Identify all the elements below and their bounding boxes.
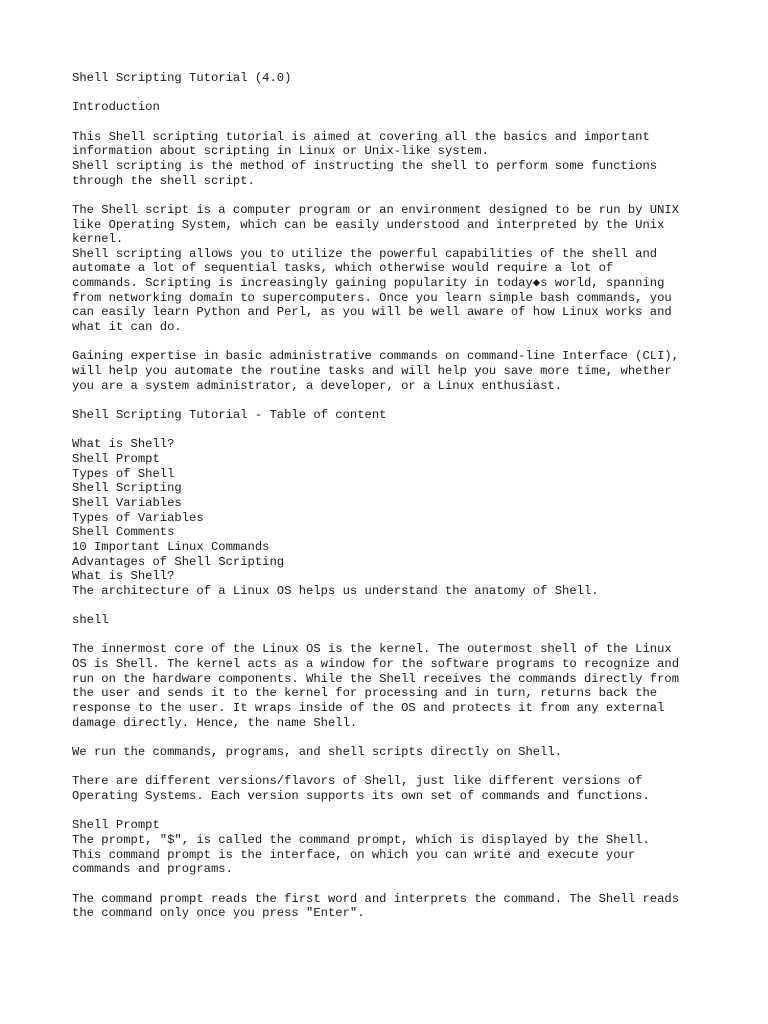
shell-script-paragraph-line: kernel. [72, 232, 124, 247]
intro-paragraph-line: This Shell scripting tutorial is aimed at covering all the basics and important [72, 129, 650, 144]
toc-list-line: Shell Scripting [72, 481, 182, 496]
command-prompt-paragraph [72, 892, 732, 921]
kernel-paragraph-line: damage directly. Hence, the name Shell. [72, 715, 358, 730]
image-caption-shell-line: shell [72, 613, 109, 628]
kernel-paragraph-line: run on the hardware components. While the Shell receives the commands directly from [72, 671, 680, 686]
expertise-paragraph-line: you are a system administrator, a developer, or a Linux enthusiast. [72, 378, 563, 393]
toc-list-line: What is Shell? [72, 569, 175, 584]
kernel-paragraph-line: The innermost core of the Linux OS is the kernel. The outermost shell of the Linux [72, 642, 672, 657]
heading-table-of-content [72, 408, 732, 423]
heading-introduction-line: Introduction [72, 100, 160, 115]
intro-paragraph-line: information about scripting in Linux or Unix-like system. [72, 144, 489, 159]
intro-paragraph [72, 130, 732, 189]
toc-list [72, 437, 732, 598]
document-page [72, 71, 732, 936]
command-prompt-paragraph-line: The command prompt reads the first word and interprets the command. The Shell reads [72, 891, 680, 906]
shell-script-paragraph [72, 203, 732, 335]
shell-script-paragraph-line: can easily learn Python and Perl, as you will be well aware of how Linux works and [72, 305, 672, 320]
command-prompt-paragraph-line: the command only once you press "Enter". [72, 906, 365, 921]
intro-paragraph-line: through the shell script. [72, 173, 255, 188]
expertise-paragraph-line: will help you automate the routine tasks and will help you save more time, whether [72, 364, 672, 379]
toc-list-line: The architecture of a Linux OS helps us understand the anatomy of Shell. [72, 583, 599, 598]
shell-script-paragraph-line: like Operating System, which can be easily understood and interpreted by the Unix [72, 217, 665, 232]
versions-paragraph-line: Operating Systems. Each version supports its own set of commands and functions. [72, 789, 650, 803]
toc-list-line: Types of Shell [72, 466, 175, 481]
heading-introduction [72, 100, 732, 115]
title [72, 71, 732, 86]
image-caption-shell [72, 613, 732, 628]
toc-list-line: 10 Important Linux Commands [72, 539, 270, 554]
heading-table-of-content-line: Shell Scripting Tutorial - Table of content [72, 408, 387, 423]
kernel-paragraph-line: the user and sends it to the kernel for processing and in turn, returns back the [72, 686, 658, 701]
toc-list-line: Advantages of Shell Scripting [72, 554, 285, 569]
shell-prompt-paragraph [72, 818, 732, 877]
intro-paragraph-line: Shell scripting is the method of instructing the shell to perform some functions [72, 158, 658, 173]
kernel-paragraph-line: OS is Shell. The kernel acts as a window for the software programs to recognize and [72, 657, 680, 672]
expertise-paragraph [72, 349, 732, 393]
shell-script-paragraph-line: what it can do. [72, 320, 182, 335]
shell-prompt-paragraph-line: Shell Prompt [72, 818, 160, 833]
title-line: Shell Scripting Tutorial (4.0) [72, 71, 292, 85]
shell-script-paragraph-line: The Shell script is a computer program or an environment designed to be run by UNIX [72, 202, 680, 217]
toc-list-line: Shell Comments [72, 525, 175, 540]
toc-list-line: What is Shell? [72, 437, 175, 452]
expertise-paragraph-line: Gaining expertise in basic administrative commands on command-line Interface (CLI), [72, 349, 680, 364]
versions-paragraph-line: There are different versions/flavors of Shell, just like different versions of [72, 774, 643, 789]
shell-prompt-paragraph-line: The prompt, "$", is called the command prompt, which is displayed by the Shell. [72, 832, 650, 847]
shell-script-paragraph-line: Shell scripting allows you to utilize the powerful capabilities of the shell and [72, 246, 658, 261]
shell-prompt-paragraph-line: This command prompt is the interface, on which you can write and execute your [72, 847, 636, 862]
shell-script-paragraph-line: commands. Scripting is increasingly gaining popularity in today◆s world, spanning [72, 276, 665, 291]
toc-list-line: Shell Prompt [72, 451, 160, 466]
run-commands-paragraph-line: We run the commands, programs, and shell scripts directly on Shell. [72, 745, 563, 760]
kernel-paragraph-line: response to the user. It wraps inside of the OS and protects it from any external [72, 701, 665, 716]
versions-paragraph [72, 774, 732, 803]
shell-script-paragraph-line: from networking domain to supercomputers. Once you learn simple bash commands, you [72, 290, 672, 305]
run-commands-paragraph [72, 745, 732, 760]
toc-list-line: Shell Variables [72, 495, 182, 510]
shell-prompt-paragraph-line: commands and programs. [72, 862, 233, 877]
toc-list-line: Types of Variables [72, 510, 204, 525]
kernel-paragraph [72, 642, 732, 730]
shell-script-paragraph-line: automate a lot of sequential tasks, which otherwise would require a lot of [72, 261, 614, 276]
